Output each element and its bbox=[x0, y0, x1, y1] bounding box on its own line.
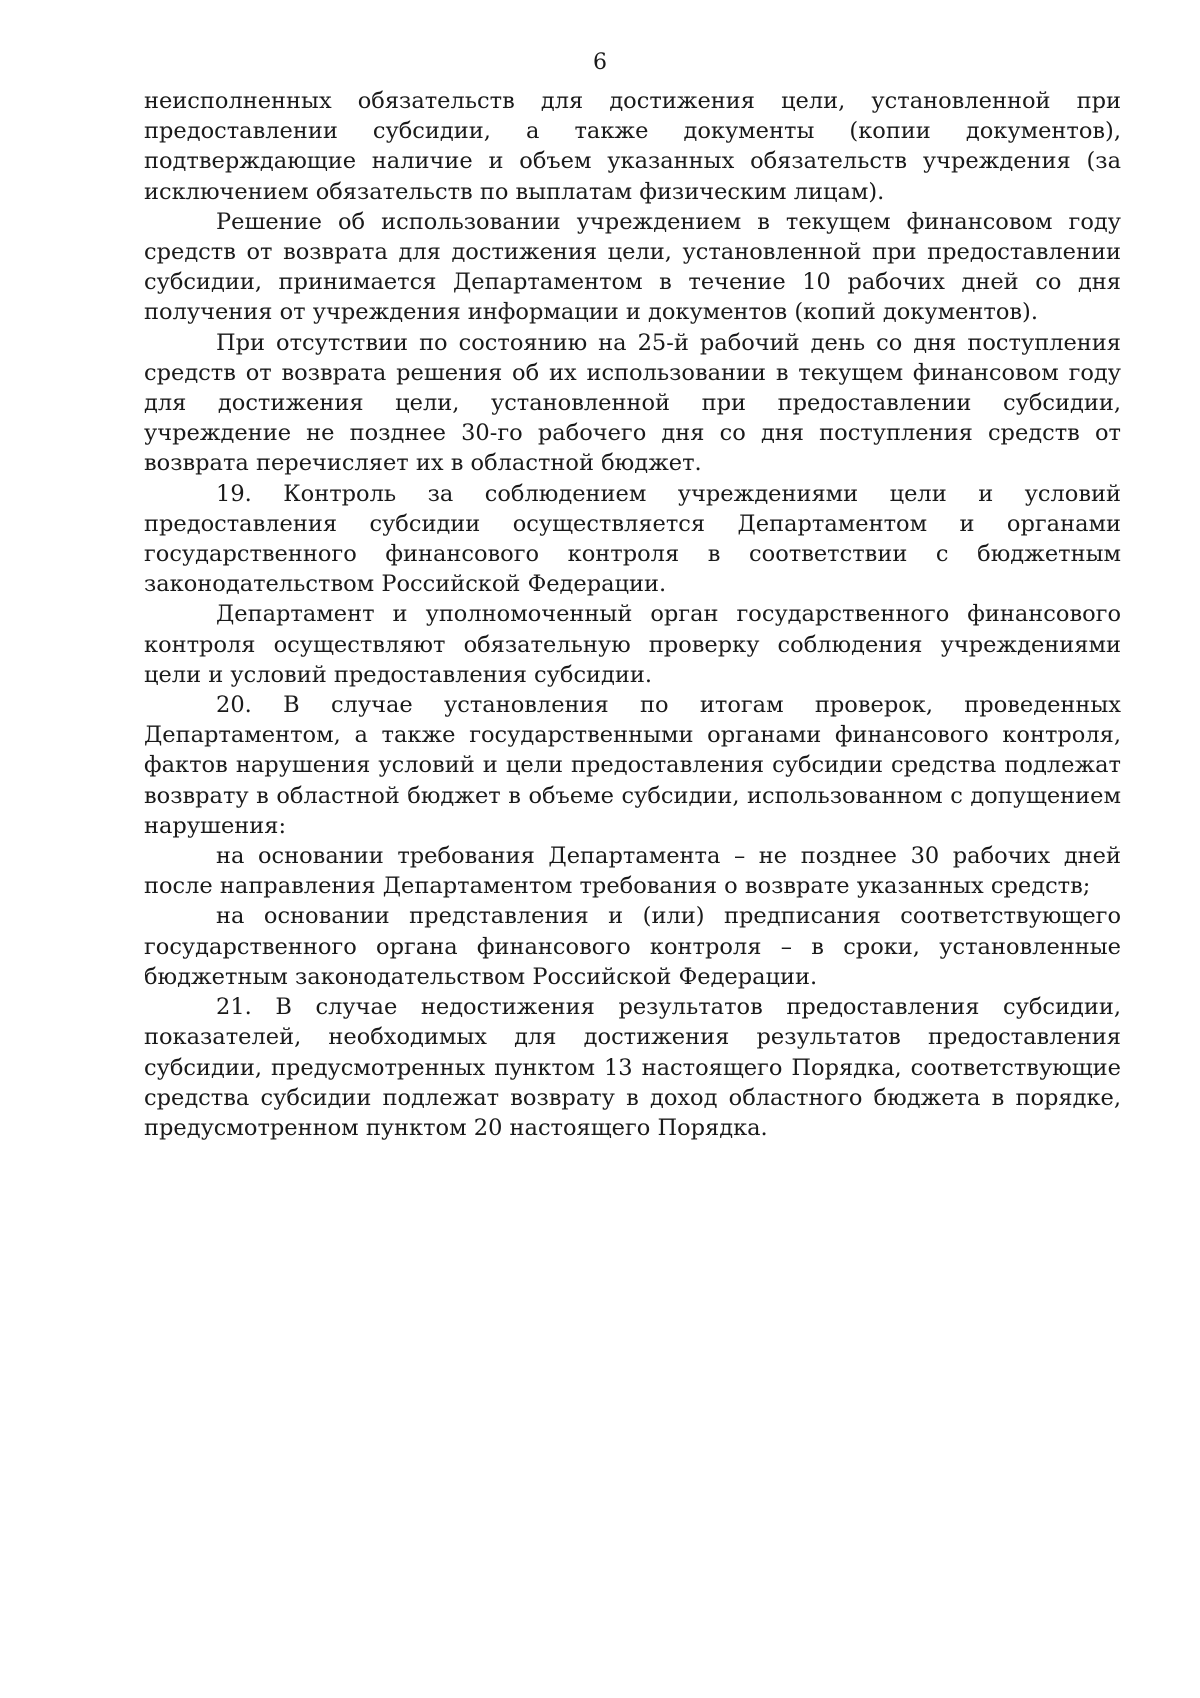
paragraph-item-19: 19. Контроль за соблюдением учреждениями цели и условий предоставления субсидии осуществляется Департаментом и органами государственного финансового контроля в соответствии с бюджетным законодательством Российской Федерации. bbox=[144, 480, 1121, 598]
paragraph-item-21: 21. В случае недостижения результатов предоставления субсидии, показателей, необходимых для достижения результатов предоставления субсидии, предусмотренных пунктом 13 настоящего Порядка, соответствующие средства субсидии подлежат возврату в доход областного бюджета в порядке, предусмотренном пунктом 20 настоящего Порядка. bbox=[144, 994, 1121, 1141]
paragraph-decision-on-use: Решение об использовании учреждением в текущем финансовом году средств от возврата для достижения цели, установленной при предоставлении субсидии, принимается Департаментом в течение 10 рабочих дней со дня получения от учреждения информации и документов (копий документов). bbox=[144, 208, 1121, 326]
paragraph-mandatory-check: Департамент и уполномоченный орган государственного финансового контроля осуществляют обязательную проверку соблюдения учреждениями цели и условий предоставления субсидии. bbox=[144, 601, 1121, 688]
paragraph-absence-of-decision: При отсутствии по состоянию на 25-й рабочий день со дня поступления средств от возврата решения об их использовании в текущем финансовом году для достижения цели, установленной при предоставлении субсидии, учреждение не позднее 30-го рабочего дня со дня поступления средств от возврата перечисляет их в областной бюджет. bbox=[144, 329, 1121, 477]
paragraph-item-20: 20. В случае установления по итогам проверок, проведенных Департаментом, а также государственными органами финансового контроля, фактов нарушения условий и цели предоставления субсидии средства подлежат возврату в областной бюджет в объеме субсидии, использованном с допущением нарушения: bbox=[144, 692, 1121, 839]
document-body bbox=[144, 86, 1121, 1143]
paragraph-control-body-order: на основании представления и (или) предписания соответствующего государственного органа финансового контроля – в сроки, установленные бюджетным законодательством Российской Федерации. bbox=[144, 903, 1121, 990]
paragraph-continuation: неисполненных обязательств для достижения цели, установленной при предоставлении субсидии, а также документы (копии документов), подтверждающие наличие и объем указанных обязательств учреждения (за исключением обязательств по выплатам физическим лицам). bbox=[144, 88, 1121, 205]
paragraph-department-requirement: на основании требования Департамента – не позднее 30 рабочих дней после направления Департаментом требования о возврате указанных средств; bbox=[144, 843, 1121, 900]
page-number: 6 bbox=[593, 50, 607, 75]
